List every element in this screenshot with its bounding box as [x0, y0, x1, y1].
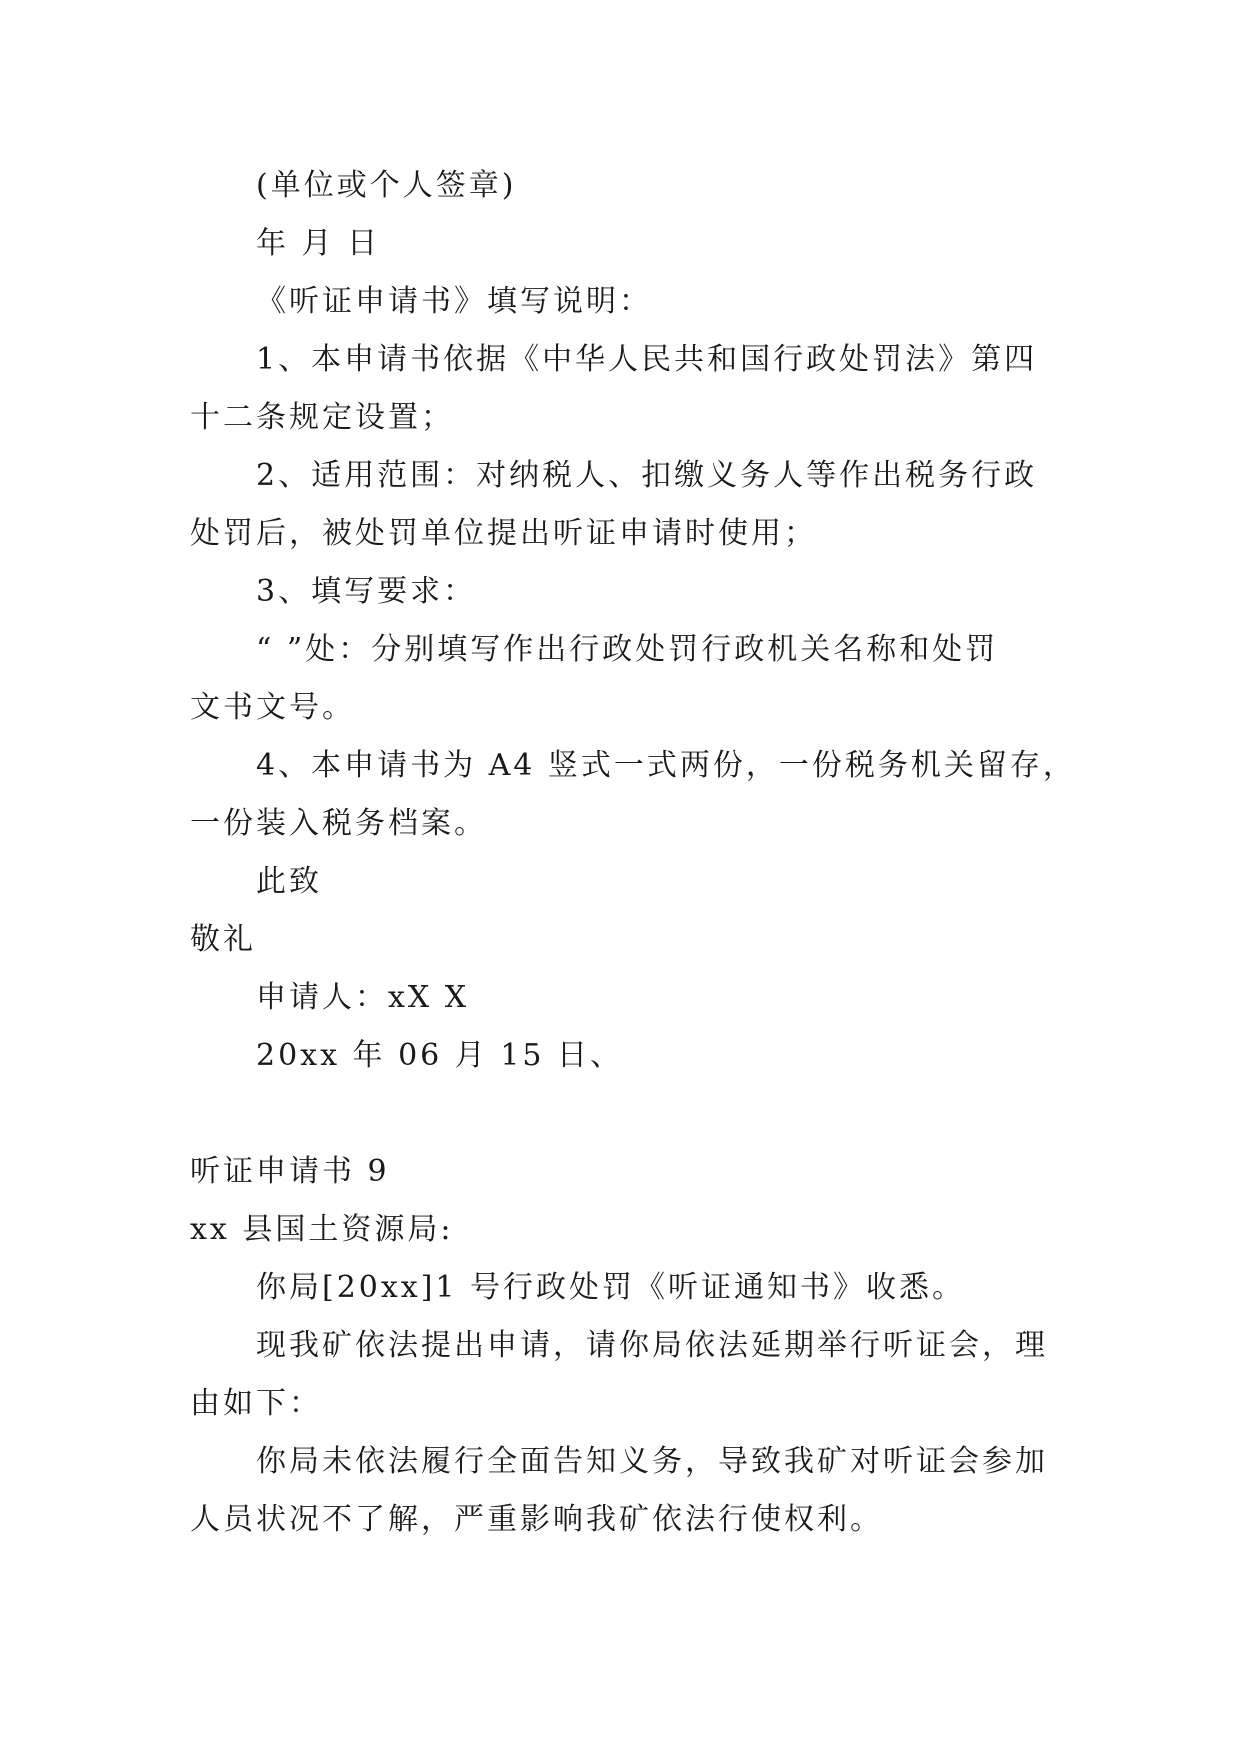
applicant-line: 申请人：xX X — [256, 980, 470, 1015]
body-paragraph-2-line-1: 现我矿依法提出申请，请你局依法延期举行听证会，理 — [256, 1328, 1048, 1363]
applicant-date-line: 20xx 年 06 月 15 日、 — [256, 1038, 624, 1073]
date-placeholder-line: 年 月 日 — [256, 226, 381, 261]
instruction-3-line-2: 文书文号。 — [190, 690, 355, 725]
instructions-heading: 《听证申请书》填写说明： — [256, 284, 652, 319]
body-paragraph-2-line-2: 由如下： — [190, 1386, 322, 1421]
instruction-2-line-1: 2、适用范围：对纳税人、扣缴义务人等作出税务行政 — [256, 458, 1038, 493]
instruction-3-line-1: “ ”处：分别填写作出行政处罚行政机关名称和处罚 — [256, 632, 999, 667]
recipient-line: xx 县国土资源局: — [190, 1212, 454, 1247]
section-title: 听证申请书 9 — [190, 1154, 390, 1189]
instruction-3-heading: 3、填写要求： — [256, 574, 477, 609]
instruction-2-line-2: 处罚后，被处罚单位提出听证申请时使用； — [190, 516, 817, 551]
body-paragraph-1: 你局[20xx]1 号行政处罚《听证通知书》收悉。 — [256, 1270, 966, 1305]
instruction-4-line-2: 一份装入税务档案。 — [190, 806, 487, 841]
closing-line-1: 此致 — [256, 864, 322, 899]
instruction-1-line-2: 十二条规定设置； — [190, 400, 454, 435]
signature-seal-line: (单位或个人签章) — [256, 168, 517, 203]
instruction-1-line-1: 1、本申请书依据《中华人民共和国行政处罚法》第四 — [256, 342, 1038, 377]
closing-line-2: 敬礼 — [190, 922, 256, 957]
instruction-4-line-1: 4、本申请书为 A4 竖式一式两份，一份税务机关留存， — [256, 748, 1076, 783]
body-paragraph-3-line-1: 你局未依法履行全面告知义务，导致我矿对听证会参加 — [256, 1444, 1048, 1479]
body-paragraph-3-line-2: 人员状况不了解，严重影响我矿依法行使权利。 — [190, 1502, 883, 1537]
